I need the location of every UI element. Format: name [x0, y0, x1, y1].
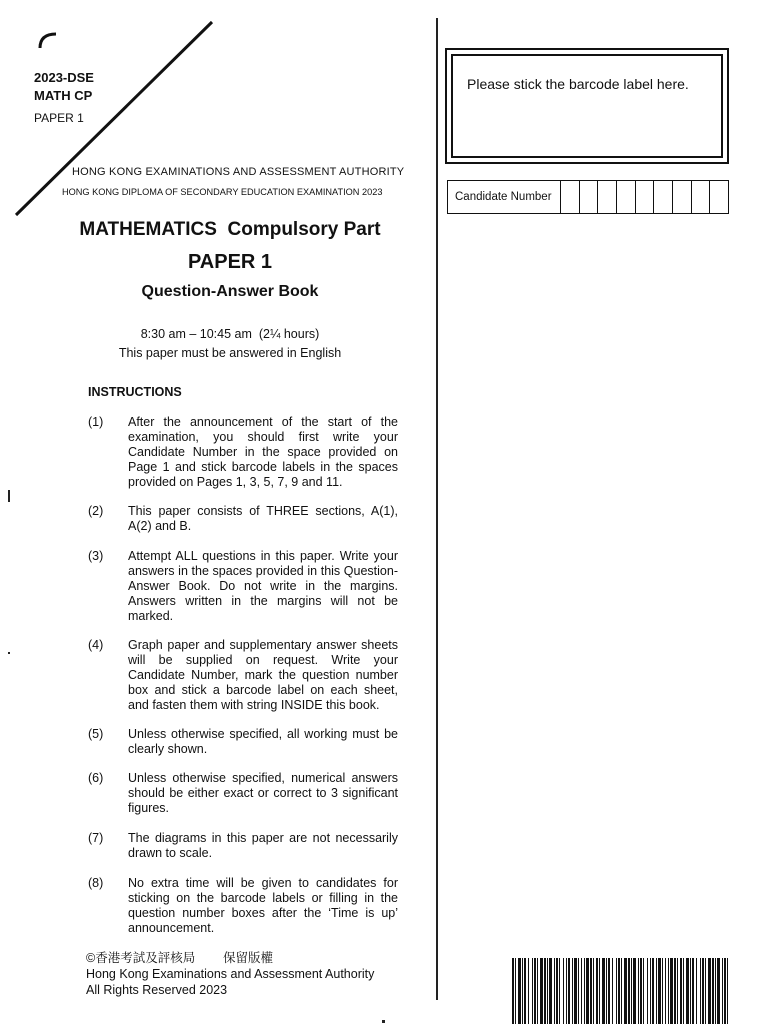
barcode-bar [652, 958, 654, 1024]
barcode-bar [665, 958, 666, 1024]
barcode-bar [574, 958, 577, 1024]
barcode-bar [640, 958, 642, 1024]
barcode-bar [658, 958, 661, 1024]
barcode-bar [602, 958, 605, 1024]
candidate-number-label: Candidate Number [448, 181, 561, 213]
barcode-bar [515, 958, 516, 1024]
barcode-bar [612, 958, 613, 1024]
barcode-bar [581, 958, 582, 1024]
barcode-bar [708, 958, 711, 1024]
barcode-bar [522, 958, 523, 1024]
instruction-number: (7) [88, 831, 104, 845]
instruction-number: (1) [88, 415, 104, 429]
instruction-text: Unless otherwise specified, all working must be clearly shown. [128, 727, 398, 756]
barcode-bar [633, 958, 636, 1024]
barcode-bar [650, 958, 651, 1024]
barcode-label-inner-frame [451, 54, 723, 158]
instruction-text: No extra time will be given to candidates for sticking on the barcode labels or filling in the question number boxes after the ‘Time is up’ announcement. [128, 876, 398, 935]
page-divider [436, 18, 438, 1000]
exam-time: 8:30 am – 10:45 am (2¼ hours) [140, 327, 320, 341]
barcode-bar [690, 958, 691, 1024]
scan-speck [382, 1020, 385, 1023]
barcode-bar [559, 958, 560, 1024]
copyright-english: Hong Kong Examinations and Assessment Authority [86, 967, 375, 981]
barcode-bar [628, 958, 630, 1024]
instruction-text: The diagrams in this paper are not necessarily drawn to scale. [128, 831, 398, 860]
instruction-number: (6) [88, 771, 104, 785]
barcode-bar [584, 958, 585, 1024]
barcode-bar [528, 958, 529, 1024]
barcode-bar [662, 958, 663, 1024]
barcode-bar [563, 958, 564, 1024]
paper-title: PAPER 1 [187, 251, 273, 273]
barcode-bar [518, 958, 521, 1024]
candidate-number-cell[interactable] [654, 181, 673, 213]
barcode-label-area [445, 48, 729, 164]
barcode-bar [680, 958, 682, 1024]
book-title: Question-Answer Book [141, 283, 319, 300]
barcode-bar [702, 958, 704, 1024]
candidate-number-cell[interactable] [710, 181, 728, 213]
barcode-bar [549, 958, 552, 1024]
barcode-bar [643, 958, 644, 1024]
candidate-number-cell[interactable] [580, 181, 599, 213]
barcode-bar [554, 958, 555, 1024]
scan-speck [8, 652, 10, 654]
instruction-text: Unless otherwise specified, numerical answers should be either exact or correct to 3 significant figures. [128, 771, 398, 815]
barcode-bar [621, 958, 622, 1024]
copyright-block [86, 950, 374, 998]
barcode-bar [590, 958, 592, 1024]
barcode-bar [656, 958, 657, 1024]
barcode-bar [647, 958, 648, 1024]
barcode-bar [624, 958, 627, 1024]
barcode-bar [616, 958, 617, 1024]
candidate-number-cell[interactable] [636, 181, 655, 213]
barcode-bar [674, 958, 676, 1024]
barcode-bar [696, 958, 697, 1024]
barcode-bar [568, 958, 570, 1024]
language-note: This paper must be answered in English [118, 346, 342, 360]
barcode-bar [722, 958, 723, 1024]
barcode-bar [540, 958, 543, 1024]
barcode-bar [596, 958, 598, 1024]
subject-title: MATHEMATICS Compulsory Part [79, 219, 381, 240]
instruction-number: (3) [88, 549, 104, 563]
instruction-text: Graph paper and supplementary answer sheets will be supplied on request. Write your Candidate Number, mark the question number box and stick a barcode label on each sheet, and fasten them with string INSIDE this book. [128, 638, 398, 712]
instruction-number: (8) [88, 876, 104, 890]
barcode-bar [534, 958, 536, 1024]
barcode-bar [586, 958, 589, 1024]
diploma-name: HONG KONG DIPLOMA OF SECONDARY EDUCATION EXAMINATION 2023 [62, 187, 383, 197]
candidate-number-cell[interactable] [692, 181, 711, 213]
barcode-graphic [510, 958, 732, 1024]
barcode-bar [670, 958, 673, 1024]
candidate-number-cell[interactable] [561, 181, 580, 213]
barcode-bar [717, 958, 720, 1024]
barcode-bar [532, 958, 533, 1024]
barcode-bar [608, 958, 610, 1024]
instruction-number: (2) [88, 504, 104, 518]
copyright-chinese: ©香港考試及評核局 保留版權 [86, 951, 273, 965]
barcode-bar [556, 958, 558, 1024]
candidate-number-cell[interactable] [673, 181, 692, 213]
instruction-number: (4) [88, 638, 104, 652]
candidate-number-cells[interactable] [561, 181, 728, 213]
instruction-number: (5) [88, 727, 104, 741]
barcode-bar [727, 958, 728, 1024]
barcode-bar [631, 958, 632, 1024]
barcode-bar [524, 958, 526, 1024]
exam-code-line1: 2023-DSE [34, 70, 94, 85]
barcode-bar [677, 958, 678, 1024]
barcode-bar [547, 958, 548, 1024]
barcode-bar [638, 958, 639, 1024]
candidate-number-cell[interactable] [598, 181, 617, 213]
scan-speck [8, 490, 10, 502]
barcode-bar [715, 958, 716, 1024]
barcode-bar [572, 958, 573, 1024]
barcode-bar [537, 958, 538, 1024]
barcode-bar [578, 958, 579, 1024]
instruction-text: Attempt ALL questions in this paper. Write your answers in the spaces provided in this Question-Answer Book. Do not write in the margins. Answers written in the margins will not be marked. [128, 549, 398, 623]
barcode-bar [724, 958, 726, 1024]
barcode-bar [705, 958, 706, 1024]
instruction-text: This paper consists of THREE sections, A(1), A(2) and B. [128, 504, 398, 533]
barcode-bar [683, 958, 684, 1024]
barcode-bar [512, 958, 514, 1024]
barcode-bar [668, 958, 669, 1024]
barcode-bar [544, 958, 546, 1024]
instructions-heading: INSTRUCTIONS [88, 385, 182, 399]
barcode-bar [712, 958, 714, 1024]
barcode-bar [618, 958, 620, 1024]
instruction-text: After the announcement of the start of the examination, you should first write your Candidate Number in the space provided on Page 1 and stick barcode labels in the spaces provided on Pages 1, 3, 5, 7, 9 and 11. [128, 415, 398, 489]
candidate-number-cell[interactable] [617, 181, 636, 213]
barcode-bar [599, 958, 600, 1024]
barcode-bar [566, 958, 567, 1024]
barcode-bar [700, 958, 701, 1024]
exam-code-line2: MATH CP [34, 88, 93, 103]
barcode-bar [606, 958, 607, 1024]
barcode-bar [686, 958, 689, 1024]
barcode-bar [593, 958, 594, 1024]
candidate-number-box[interactable] [447, 180, 729, 214]
paper-label: PAPER 1 [34, 111, 84, 125]
barcode-bar [692, 958, 694, 1024]
authority-name: HONG KONG EXAMINATIONS AND ASSESSMENT AUTHORITY [72, 166, 405, 178]
copyright-rights: All Rights Reserved 2023 [86, 983, 228, 997]
barcode-label-instruction: Please stick the barcode label here. [467, 76, 689, 92]
